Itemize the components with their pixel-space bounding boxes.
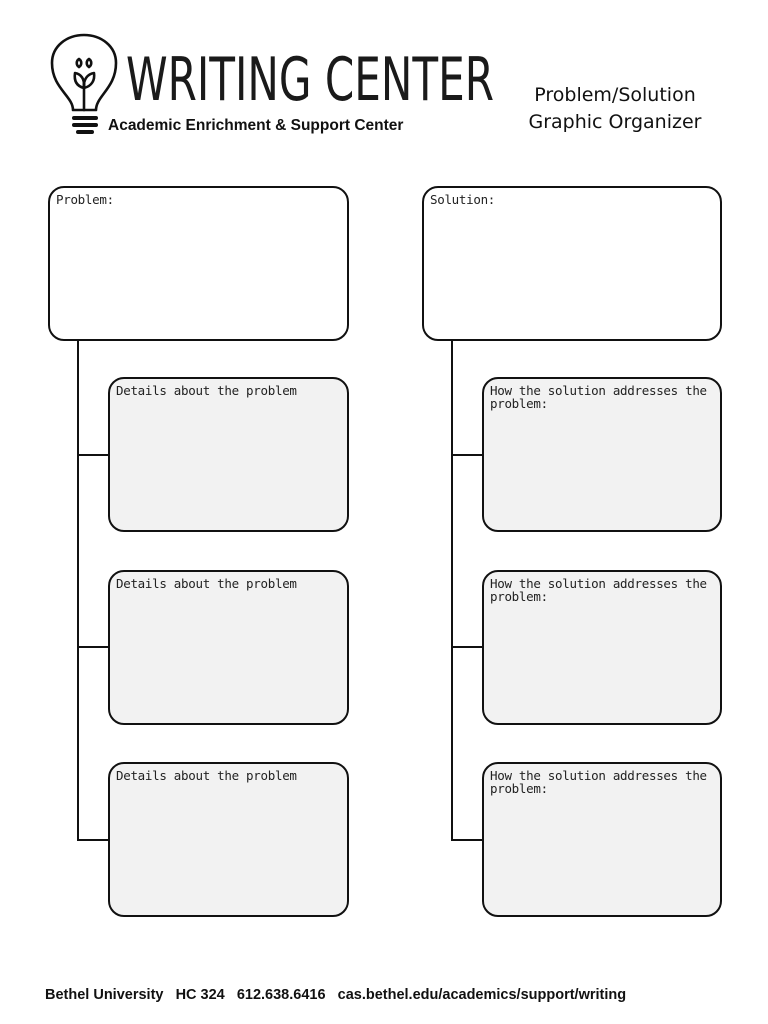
problem-connector-3: [77, 839, 109, 841]
logo-title: WRITING CENTER: [126, 45, 494, 115]
solution-connector-3: [451, 839, 483, 841]
footer-phone: 612.638.6416: [236, 987, 326, 1003]
problem-detail-box-2[interactable]: Details about the problem: [108, 570, 349, 725]
document-title-line2: Graphic Organizer: [528, 111, 702, 133]
solution-box[interactable]: Solution:: [422, 186, 722, 341]
problem-detail-box-3[interactable]: Details about the problem: [108, 762, 349, 917]
footer: [45, 987, 626, 1003]
logo-subtitle: Academic Enrichment & Support Center: [108, 117, 404, 134]
problem-detail-box-1[interactable]: Details about the problem: [108, 377, 349, 532]
solution-detail-box-3[interactable]: How the solution addresses the problem:: [482, 762, 722, 917]
document-title-line1: Problem/Solution: [534, 84, 696, 106]
problem-connector-1: [77, 454, 109, 456]
document-title: [505, 82, 725, 136]
footer-room: HC 324: [175, 987, 225, 1003]
problem-connector-vertical: [77, 340, 79, 840]
problem-connector-2: [77, 646, 109, 648]
solution-connector-vertical: [451, 340, 453, 840]
footer-url[interactable]: cas.bethel.edu/academics/support/writing: [337, 987, 627, 1003]
solution-connector-1: [451, 454, 483, 456]
footer-institution: Bethel University: [45, 987, 164, 1003]
writing-center-logo: [46, 30, 494, 140]
solution-detail-box-1[interactable]: How the solution addresses the problem:: [482, 377, 722, 532]
solution-connector-2: [451, 646, 483, 648]
solution-detail-box-2[interactable]: How the solution addresses the problem:: [482, 570, 722, 725]
problem-box[interactable]: Problem:: [48, 186, 349, 341]
